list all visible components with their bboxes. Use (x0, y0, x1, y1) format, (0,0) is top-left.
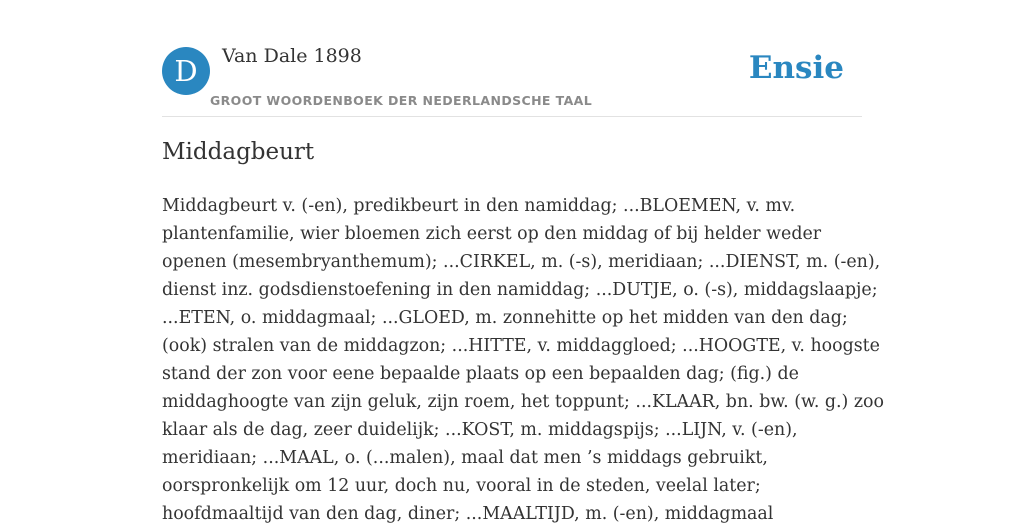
source-subtitle: GROOT WOORDENBOEK DER NEDERLANDSCHE TAAL (210, 93, 593, 108)
source-avatar[interactable]: D (162, 47, 210, 95)
entry-body-line: klaar als de dag, zeer duidelijk; ...KOST, m. middagspijs; ...LIJN, v. (-en), (162, 420, 798, 440)
entry-body (162, 192, 884, 528)
entry-body-line: openen (mesembryanthemum); ...CIRKEL, m. (-s), meridiaan; ...DIENST, m. (-en), (162, 252, 881, 272)
entry-body-line: dienst inz. godsdienstoefening in den namiddag; ...DUTJE, o. (-s), middagslaapje; (162, 280, 878, 300)
entry-body-line: ...ETEN, o. middagmaal; ...GLOED, m. zonnehitte op het midden van den dag; (162, 308, 848, 328)
entry-body-line: (ook) stralen van de middagzon; ...HITTE, v. middaggloed; ...HOOGTE, v. hoogste (162, 336, 880, 356)
entry-body-line: plantenfamilie, wier bloemen zich eerst op den middag of bij helder weder (162, 224, 822, 244)
entry-body-line: oorspronkelijk om 12 uur, doch nu, vooral in de steden, veelal later; (162, 476, 761, 496)
source-title[interactable]: Van Dale 1898 (222, 45, 362, 67)
entry-body-line: hoofdmaaltijd van den dag, diner; ...MAALTIJD, m. (-en), middagmaal (162, 504, 774, 524)
entry-body-line: stand der zon voor eene bepaalde plaats op een bepaalden dag; (fig.) de (162, 364, 799, 384)
entry-body-line: Middagbeurt v. (-en), predikbeurt in den namiddag; ...BLOEMEN, v. mv. (162, 196, 796, 216)
entry-body-line: middaghoogte van zijn geluk, zijn roem, het toppunt; ...KLAAR, bn. bw. (w. g.) zoo (162, 392, 884, 412)
header (162, 0, 862, 117)
entry-title: Middagbeurt (162, 139, 315, 165)
entry-body-line: meridiaan; ...MAAL, o. (...malen), maal dat men ’s middags gebruikt, (162, 448, 768, 468)
ensie-logo[interactable]: Ensie (748, 50, 844, 86)
